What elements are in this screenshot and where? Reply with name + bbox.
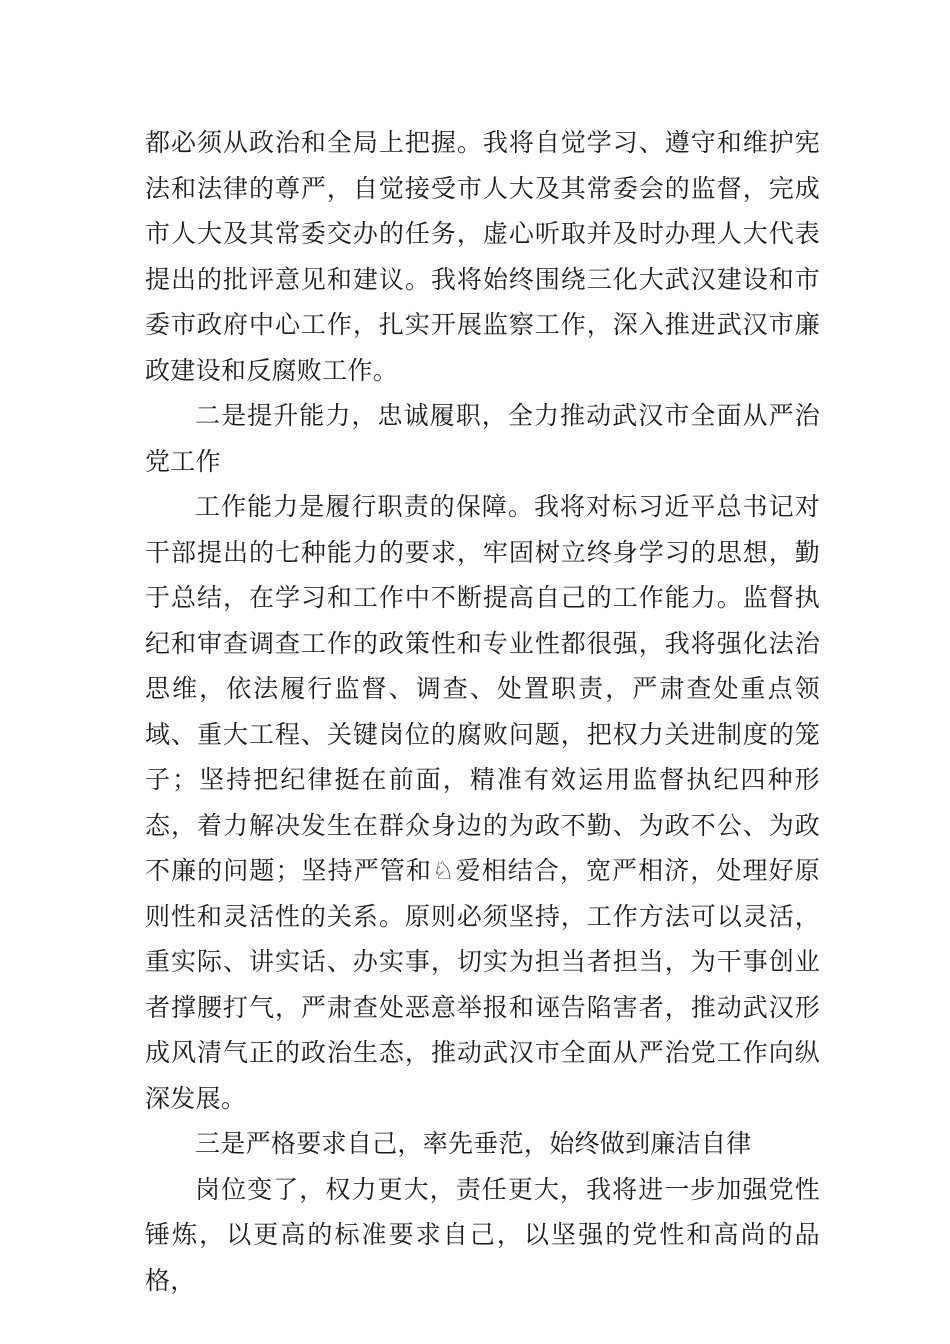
document-body [145, 120, 820, 1303]
paragraph-continuation: 都必须从政治和全局上把握。我将自觉学习、遵守和维护宪法和法律的尊严，自觉接受市人大及其常委会的监督，完成市人大及其常委交办的任务，虚心听取并及时办理人大代表提出的批评意见和建议。我将始终围绕三化大武汉建设和市委市政府中心工作，扎实开展监察工作，深入推进武汉市廉政建设和反腐败工作。 [145, 128, 820, 385]
section-heading-two: 二是提升能力，忠诚履职，全力推动武汉市全面从严治党工作 [145, 401, 820, 476]
paragraph-self-discipline: 岗位变了，权力更大，责任更大，我将进一步加强党性锤炼，以更高的标准要求自己，以坚强的党性和高尚的品格， [145, 1174, 820, 1295]
section-heading-three: 三是严格要求自己，率先垂范，始终做到廉洁自律 [195, 1129, 752, 1158]
paragraph-work-ability: 工作能力是履行职责的保障。我将对标习近平总书记对干部提出的七种能力的要求，牢固树立终身学习的思想，勤于总结，在学习和工作中不断提高自己的工作能力。监督执纪和审查调查工作的政策性和专业性都很强，我将强化法治思维，依法履行监督、调查、处置职责，严肃查处重点领域、重大工程、关键岗位的腐败问题，把权力关进制度的笼子；坚持把纪律挺在前面，精准有效运用监督执纪四种形态，着力解决发生在群众身边的为政不勤、为政不公、为政不廉的问题；坚持严管和♘爱相结合，宽严相济，处理好原则性和灵活性的关系。原则必须坚持，工作方法可以灵活，重实际、讲实话、办实事，切实为担当者担当，为干事创业者撑腰打气，严肃查处恶意举报和诬告陷害者，推动武汉形成风清气正的政治生态，推动武汉市全面从严治党工作向纵深发展。 [145, 492, 820, 1113]
